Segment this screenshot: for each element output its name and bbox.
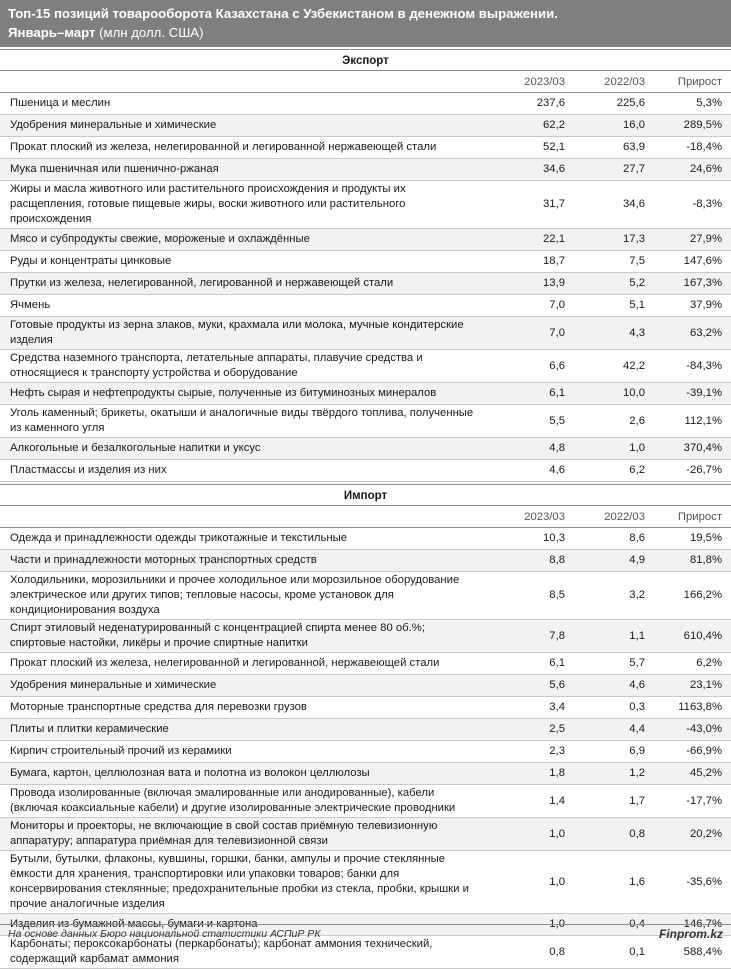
row-value-2023: 31,7: [484, 181, 574, 229]
row-value-growth: 63,2%: [654, 317, 731, 350]
table-row: [0, 251, 731, 273]
row-value-2023: 22,1: [484, 229, 574, 251]
column-header-2023: 2023/03: [484, 71, 574, 93]
column-header-2022: 2022/03: [574, 506, 654, 528]
row-value-2022: 1,7: [574, 785, 654, 818]
row-value-growth: 146,7%: [654, 914, 731, 936]
row-value-2022: 6,9: [574, 741, 654, 763]
row-value-2023: 6,1: [484, 383, 574, 405]
row-value-2023: 10,3: [484, 528, 574, 550]
row-item-name: Бумага, картон, целлюлозная вата и полотна из волокон целлюлозы: [0, 763, 484, 785]
column-header-2022: 2022/03: [574, 71, 654, 93]
row-value-2023: 1,0: [484, 851, 574, 914]
row-value-2022: 0,1: [574, 936, 654, 969]
row-value-2022: 5,2: [574, 273, 654, 295]
report-header: [0, 0, 731, 47]
row-item-name: Пшеница и меслин: [0, 93, 484, 115]
row-item-name: Холодильники, морозильники и прочее холодильное или морозильное оборудование электрическое или других типов; тепловые насосы, кроме установок для кондиционирования воздуха: [0, 572, 484, 620]
row-item-name: Ячмень: [0, 295, 484, 317]
column-header-item: [0, 506, 484, 528]
row-item-name: Алкогольные и безалкогольные напитки и уксус: [0, 438, 484, 460]
table-row: [0, 295, 731, 317]
row-value-growth: -39,1%: [654, 383, 731, 405]
export-section-title: Экспорт: [0, 49, 731, 71]
row-value-2023: 6,1: [484, 653, 574, 675]
row-item-name: Прутки из железа, нелегированной, легированной и нержавеющей стали: [0, 273, 484, 295]
row-value-growth: 20,2%: [654, 818, 731, 851]
report-title: Топ-15 позиций товарооборота Казахстана с Узбекистаном в денежном выражении.: [8, 6, 558, 21]
table-row: [0, 851, 731, 914]
row-value-2022: 16,0: [574, 115, 654, 137]
row-value-2023: 13,9: [484, 273, 574, 295]
row-value-growth: -18,4%: [654, 137, 731, 159]
row-value-2023: 5,6: [484, 675, 574, 697]
row-value-growth: -17,7%: [654, 785, 731, 818]
row-value-2022: 34,6: [574, 181, 654, 229]
row-value-growth: -26,7%: [654, 460, 731, 482]
row-value-2023: 4,8: [484, 438, 574, 460]
row-value-growth: 81,8%: [654, 550, 731, 572]
row-value-2022: 0,8: [574, 818, 654, 851]
row-item-name: Удобрения минеральные и химические: [0, 115, 484, 137]
row-value-2022: 10,0: [574, 383, 654, 405]
row-item-name: Провода изолированные (включая эмалированные или анодированные), кабели (включая коаксиальные кабели) и другие изолированные электрические проводники: [0, 785, 484, 818]
row-item-name: Части и принадлежности моторных транспортных средств: [0, 550, 484, 572]
row-value-2023: 34,6: [484, 159, 574, 181]
row-value-2023: 4,6: [484, 460, 574, 482]
table-row: [0, 528, 731, 550]
row-item-name: Карбонаты; пероксокарбонаты (перкарбонаты); карбонат аммония технический, содержащий карбамат аммония: [0, 936, 484, 969]
row-value-2023: 1,0: [484, 818, 574, 851]
row-item-name: Прокат плоский из железа, нелегированной и легированной, нержавеющей стали: [0, 653, 484, 675]
row-value-2023: 6,6: [484, 350, 574, 383]
row-value-2022: 4,3: [574, 317, 654, 350]
row-item-name: Кирпич строительный прочий из керамики: [0, 741, 484, 763]
row-item-name: Моторные транспортные средства для перевозки грузов: [0, 697, 484, 719]
row-value-growth: 370,4%: [654, 438, 731, 460]
table-row: [0, 317, 731, 350]
row-value-growth: 45,2%: [654, 763, 731, 785]
row-value-2022: 1,6: [574, 851, 654, 914]
row-value-growth: 289,5%: [654, 115, 731, 137]
row-value-2022: 0,3: [574, 697, 654, 719]
table-row: [0, 438, 731, 460]
row-item-name: Пластмассы и изделия из них: [0, 460, 484, 482]
row-value-growth: -84,3%: [654, 350, 731, 383]
row-value-2022: 2,6: [574, 405, 654, 438]
export-table-header: [0, 71, 731, 93]
row-item-name: Жиры и масла животного или растительного происхождения и продукты их расщепления, готовые пищевые жиры, воски животного или растительного происхождения: [0, 181, 484, 229]
row-value-growth: 166,2%: [654, 572, 731, 620]
table-row: [0, 653, 731, 675]
table-row: [0, 115, 731, 137]
table-row: [0, 763, 731, 785]
row-value-2022: 4,6: [574, 675, 654, 697]
row-item-name: Прокат плоский из железа, нелегированной и легированной нержавеющей стали: [0, 137, 484, 159]
row-item-name: Руды и концентраты цинковые: [0, 251, 484, 273]
table-row: [0, 620, 731, 653]
row-item-name: Спирт этиловый неденатурированный с концентрацией спирта менее 80 об.%; спиртовые настойки, ликёры и прочие спиртные напитки: [0, 620, 484, 653]
row-value-2023: 62,2: [484, 115, 574, 137]
row-item-name: Уголь каменный; брикеты, окатыши и аналогичные виды твёрдого топлива, полученные из каменного угля: [0, 405, 484, 438]
row-value-2023: 52,1: [484, 137, 574, 159]
row-item-name: Мясо и субпродукты свежие, мороженые и охлаждённые: [0, 229, 484, 251]
row-value-2023: 0,8: [484, 936, 574, 969]
row-value-2022: 4,9: [574, 550, 654, 572]
report-footer: [0, 924, 731, 942]
row-item-name: Бутыли, бутылки, флаконы, кувшины, горшки, банки, ампулы и прочие стеклянные ёмкости для хранения, транспортировки или упаковки товаров; банки для консервирования стеклянные; предохранительные пробки из стекла, пробки, крышки и прочие аналогичные изделия: [0, 851, 484, 914]
row-value-2023: 2,3: [484, 741, 574, 763]
row-value-2023: 2,5: [484, 719, 574, 741]
table-row: [0, 460, 731, 482]
row-value-growth: 588,4%: [654, 936, 731, 969]
column-header-item: [0, 71, 484, 93]
row-item-name: Плиты и плитки керамические: [0, 719, 484, 741]
row-item-name: Средства наземного транспорта, летательные аппараты, плавучие средства и относящиеся к транспорту устройства и оборудование: [0, 350, 484, 383]
table-row: [0, 719, 731, 741]
column-header-growth: Прирост: [654, 71, 731, 93]
row-value-2022: 27,7: [574, 159, 654, 181]
row-value-2023: 18,7: [484, 251, 574, 273]
table-row: [0, 383, 731, 405]
row-value-2023: 7,0: [484, 295, 574, 317]
row-value-2022: 1,2: [574, 763, 654, 785]
row-value-2022: 42,2: [574, 350, 654, 383]
row-value-2023: 237,6: [484, 93, 574, 115]
row-value-2022: 225,6: [574, 93, 654, 115]
row-value-2023: 8,8: [484, 550, 574, 572]
table-row: [0, 181, 731, 229]
table-row: [0, 159, 731, 181]
table-row: [0, 405, 731, 438]
table-row: [0, 741, 731, 763]
row-value-growth: 610,4%: [654, 620, 731, 653]
table-row: [0, 550, 731, 572]
row-value-2023: 7,8: [484, 620, 574, 653]
row-value-growth: -66,9%: [654, 741, 731, 763]
row-value-2022: 5,1: [574, 295, 654, 317]
row-value-growth: 147,6%: [654, 251, 731, 273]
row-value-2023: 5,5: [484, 405, 574, 438]
row-item-name: Одежда и принадлежности одежды трикотажные и текстильные: [0, 528, 484, 550]
row-value-growth: 167,3%: [654, 273, 731, 295]
row-value-2023: 1,0: [484, 914, 574, 936]
row-value-2022: 17,3: [574, 229, 654, 251]
row-value-2022: 1,0: [574, 438, 654, 460]
row-value-2022: 1,1: [574, 620, 654, 653]
row-value-growth: 5,3%: [654, 93, 731, 115]
table-row: [0, 785, 731, 818]
table-row: [0, 572, 731, 620]
row-item-name: Изделия из бумажной массы, бумаги и картона: [0, 914, 484, 936]
brand-logo-text: Finprom.kz: [658, 926, 723, 941]
column-header-2023: 2023/03: [484, 506, 574, 528]
table-row: [0, 137, 731, 159]
row-value-growth: 24,6%: [654, 159, 731, 181]
import-section-title: Импорт: [0, 484, 731, 506]
row-value-2023: 1,8: [484, 763, 574, 785]
row-value-2022: 7,5: [574, 251, 654, 273]
row-value-growth: 6,2%: [654, 653, 731, 675]
table-row: [0, 350, 731, 383]
row-value-growth: -8,3%: [654, 181, 731, 229]
table-row: [0, 93, 731, 115]
export-table: [0, 71, 731, 482]
table-row: [0, 675, 731, 697]
row-item-name: Удобрения минеральные и химические: [0, 675, 484, 697]
row-value-growth: 1163,8%: [654, 697, 731, 719]
row-value-2023: 3,4: [484, 697, 574, 719]
import-table-header: [0, 506, 731, 528]
row-item-name: Нефть сырая и нефтепродукты сырые, полученные из битуминозных минералов: [0, 383, 484, 405]
row-value-growth: 23,1%: [654, 675, 731, 697]
column-header-growth: Прирост: [654, 506, 731, 528]
row-value-growth: 112,1%: [654, 405, 731, 438]
row-value-2022: 63,9: [574, 137, 654, 159]
table-row: [0, 818, 731, 851]
row-value-growth: 19,5%: [654, 528, 731, 550]
report-subtitle: [8, 23, 723, 42]
data-source-note: На основе данных Бюро национальной статистики АСПиР РК: [8, 927, 321, 940]
report-unit: (млн долл. США): [99, 25, 204, 40]
export-table-body: [0, 93, 731, 482]
row-value-2022: 0,4: [574, 914, 654, 936]
row-value-growth: 27,9%: [654, 229, 731, 251]
row-value-2022: 3,2: [574, 572, 654, 620]
row-value-2022: 8,6: [574, 528, 654, 550]
table-row: [0, 697, 731, 719]
table-row: [0, 273, 731, 295]
table-row: [0, 229, 731, 251]
row-value-2022: 6,2: [574, 460, 654, 482]
import-table: [0, 506, 731, 969]
report-period: Январь–март: [8, 25, 96, 40]
row-value-growth: -43,0%: [654, 719, 731, 741]
row-value-2022: 5,7: [574, 653, 654, 675]
row-value-growth: -35,6%: [654, 851, 731, 914]
row-value-2023: 7,0: [484, 317, 574, 350]
row-value-2022: 4,4: [574, 719, 654, 741]
import-table-body: [0, 528, 731, 969]
row-item-name: Мука пшеничная или пшенично-ржаная: [0, 159, 484, 181]
row-value-2023: 1,4: [484, 785, 574, 818]
row-item-name: Готовые продукты из зерна злаков, муки, крахмала или молока, мучные кондитерские изделия: [0, 317, 484, 350]
row-value-growth: 37,9%: [654, 295, 731, 317]
row-value-2023: 8,5: [484, 572, 574, 620]
row-item-name: Мониторы и проекторы, не включающие в свой состав приёмную телевизионную аппаратуру; аппаратура приёмная для телевизионной связи: [0, 818, 484, 851]
